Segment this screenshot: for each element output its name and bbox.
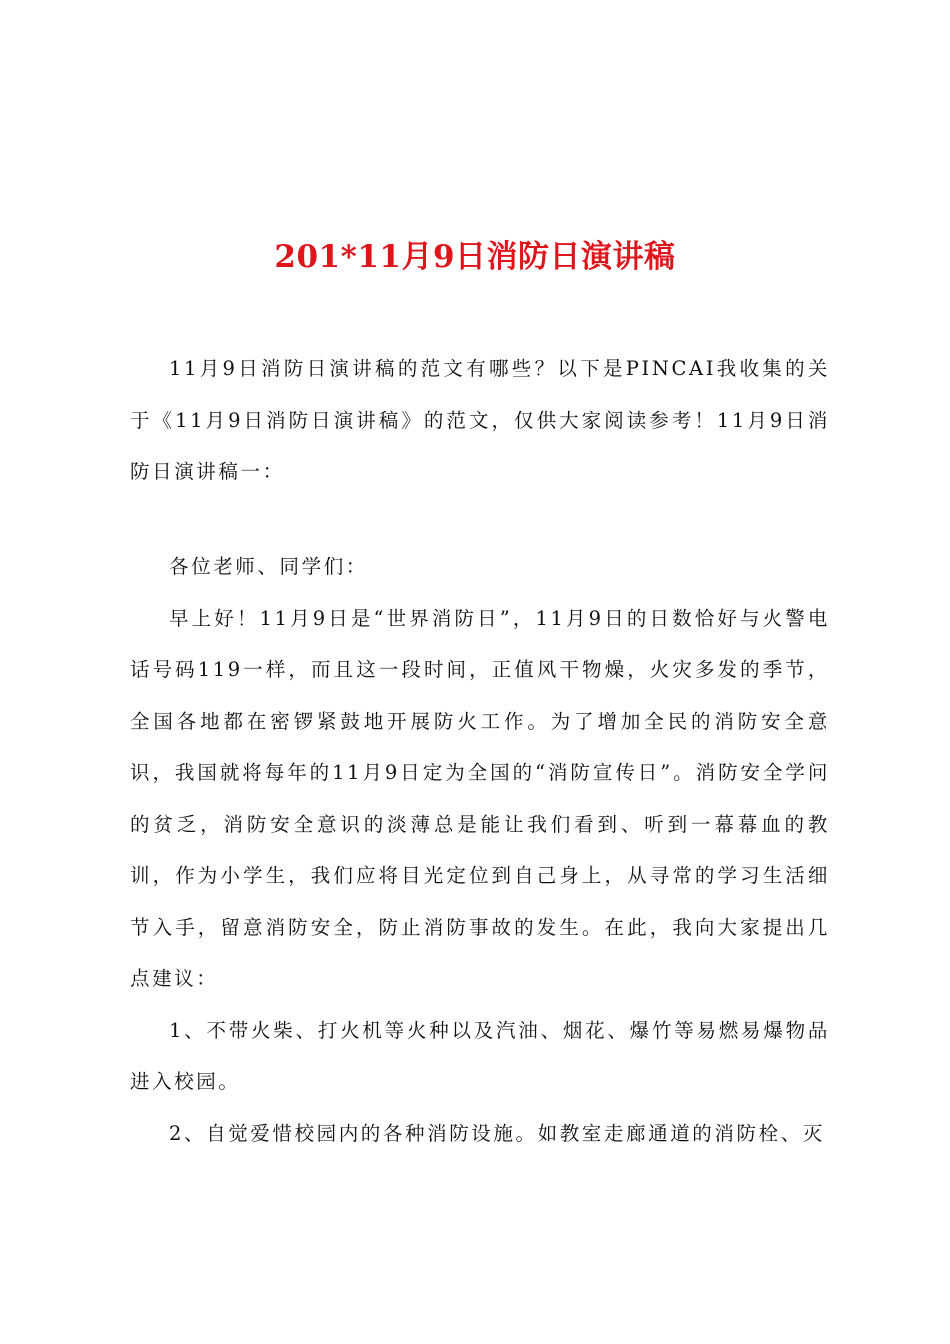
body-paragraph-greeting: 早上好！11月9日是“世界消防日”，11月9日的日数恰好与火警电话号码119一样，而且这一段时间，正值风干物燥，火灾多发的季节，全国各地都在密锣紧鼓地开展防火工作。为了增加全民的消防安全意识，我国就将每年的11月9日定为全国的“消防宣传日”。消防安全学问的贫乏，消防安全意识的淡薄总是能让我们看到、听到一幕幕血的教训，作为小学生，我们应将目光定位到自己身上，从寻常的学习生活细节入手，留意消防安全，防止消防事故的发生。在此，我向大家提出几点建议：	[130, 606, 830, 990]
suggestion-item-2: 2、自觉爱惜校园内的各种消防设施。如教室走廊通道的消防栓、灭	[169, 1121, 825, 1145]
salutation-paragraph: 各位老师、同学们：	[169, 555, 368, 578]
intro-block	[130, 343, 830, 498]
document-title: 201*11月9日消防日演讲稿	[274, 238, 676, 275]
speech-body	[130, 541, 830, 1159]
intro-paragraph: 11月9日消防日演讲稿的范文有哪些？以下是PINCAI我收集的关于《11月9日消防日演讲稿》的范文，仅供大家阅读参考！11月9日消防日演讲稿一：	[130, 357, 830, 483]
suggestion-item-1: 1、不带火柴、打火机等火种以及汽油、烟花、爆竹等易燃易爆物品进入校园。	[130, 1018, 830, 1093]
